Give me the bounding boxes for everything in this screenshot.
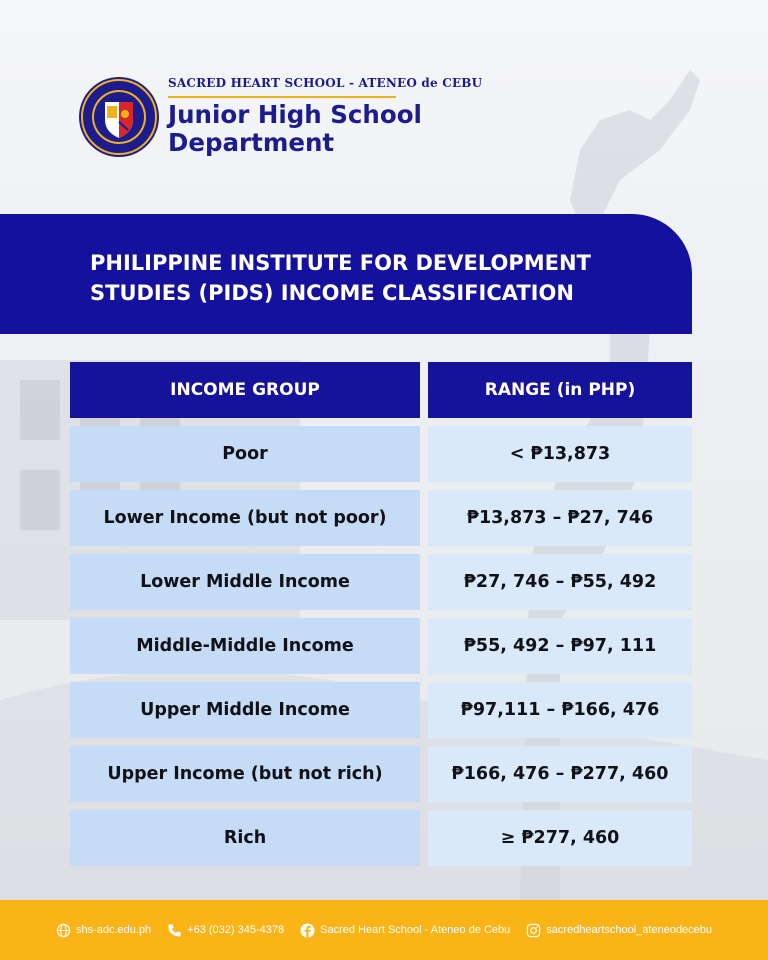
department-title [168, 101, 468, 157]
gold-divider [168, 96, 396, 98]
header-income-group: INCOME GROUP [70, 362, 420, 418]
instagram-icon [526, 923, 541, 938]
range-cell: < ₱13,873 [428, 426, 692, 482]
range-cell: ≥ ₱277, 460 [428, 810, 692, 866]
contact-footer [0, 900, 768, 960]
income-group-cell: Poor [70, 426, 420, 482]
facebook-link[interactable] [300, 923, 510, 938]
table-header-row [70, 362, 692, 418]
range-cell: ₱55, 492 – ₱97, 111 [428, 618, 692, 674]
phone-text: +63 (032) 345-4378 [187, 924, 285, 936]
department-title-line1: Junior High School [168, 100, 422, 129]
phone-link[interactable] [167, 923, 284, 938]
facebook-text: Sacred Heart School - Ateneo de Cebu [320, 924, 511, 936]
instagram-text: sacredheartschool_ateneodecebu [546, 924, 713, 936]
table-row [70, 682, 692, 738]
income-group-cell: Middle-Middle Income [70, 618, 420, 674]
income-group-cell: Upper Income (but not rich) [70, 746, 420, 802]
income-group-cell: Upper Middle Income [70, 682, 420, 738]
income-group-cell: Lower Middle Income [70, 554, 420, 610]
table-row [70, 618, 692, 674]
website-link[interactable] [56, 923, 151, 938]
globe-icon [56, 923, 71, 938]
income-group-cell: Rich [70, 810, 420, 866]
income-group-cell: Lower Income (but not poor) [70, 490, 420, 546]
table-row [70, 554, 692, 610]
income-table [70, 362, 692, 874]
facebook-icon [300, 923, 315, 938]
table-row [70, 426, 692, 482]
header-range: RANGE (in PHP) [428, 362, 692, 418]
school-seal-icon [78, 76, 160, 158]
range-cell: ₱27, 746 – ₱55, 492 [428, 554, 692, 610]
school-name: SACRED HEART SCHOOL - ATENEO de CEBU [168, 76, 483, 90]
table-row [70, 490, 692, 546]
table-row [70, 810, 692, 866]
instagram-link[interactable] [526, 923, 712, 938]
phone-icon [167, 923, 182, 938]
department-title-line2: Department [168, 128, 335, 157]
banner-title [90, 248, 650, 308]
range-cell: ₱166, 476 – ₱277, 460 [428, 746, 692, 802]
range-cell: ₱97,111 – ₱166, 476 [428, 682, 692, 738]
banner-title-line1: PHILIPPINE INSTITUTE FOR DEVELOPMENT [90, 251, 591, 275]
banner-title-line2: STUDIES (PIDS) INCOME CLASSIFICATION [90, 281, 574, 305]
website-text: shs-adc.edu.ph [75, 924, 152, 936]
table-row [70, 746, 692, 802]
range-cell: ₱13,873 – ₱27, 746 [428, 490, 692, 546]
